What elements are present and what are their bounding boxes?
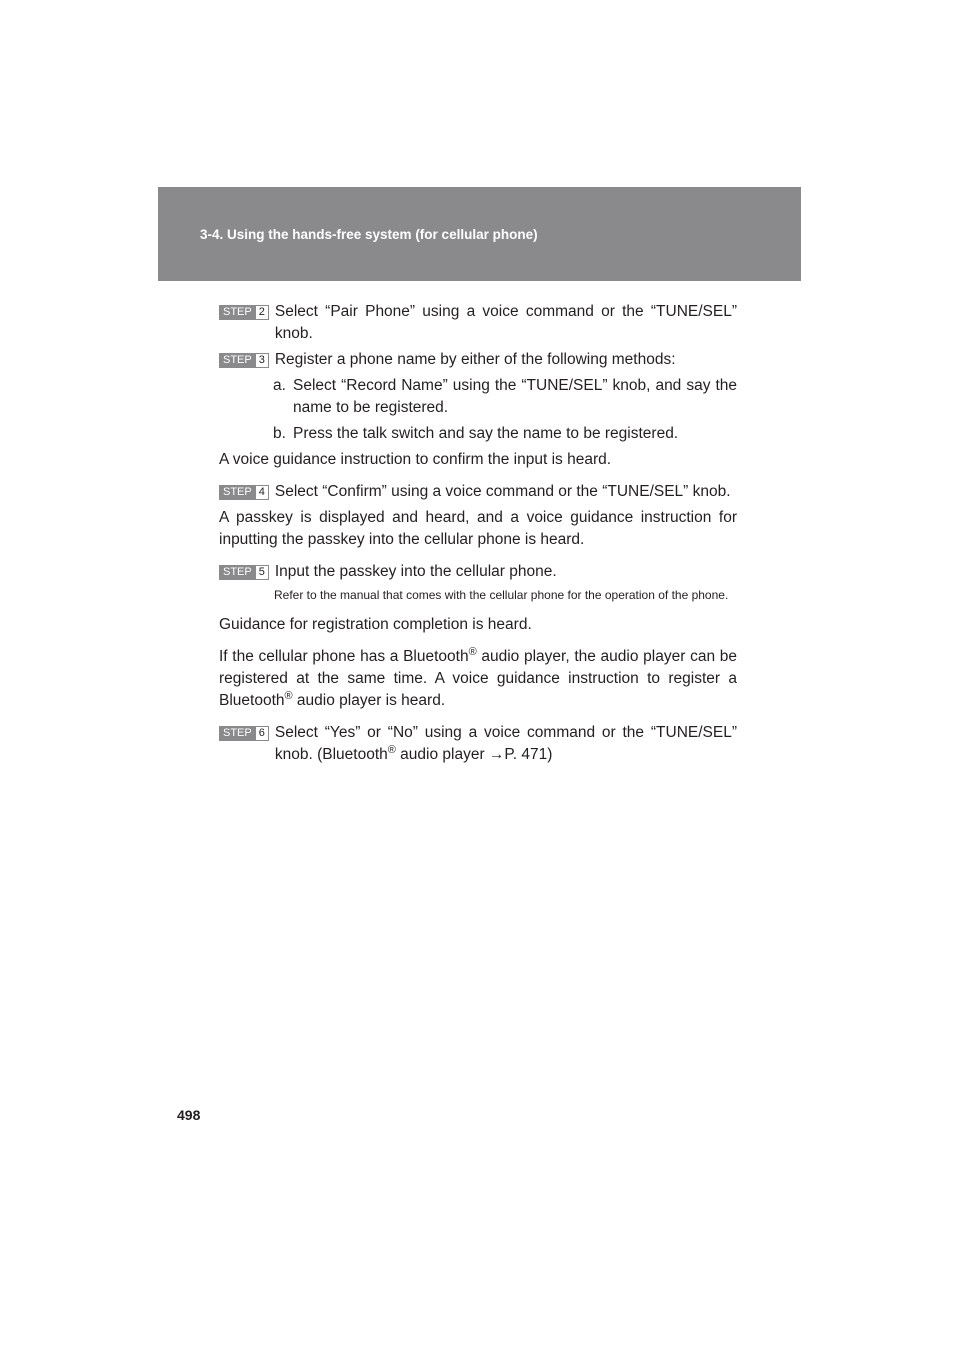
step-badge	[219, 353, 269, 368]
registered-mark: ®	[387, 743, 396, 756]
step-badge-label: STEP	[219, 353, 256, 368]
note-text: Refer to the manual that comes with the cellular phone for the operation of the phone.	[274, 588, 729, 602]
step-text	[275, 722, 737, 766]
step-badge	[219, 726, 269, 741]
step-badge-label: STEP	[219, 485, 256, 500]
method-letter: b.	[273, 425, 286, 442]
bluetooth-text-1: If the cellular phone has a Bluetooth	[219, 648, 469, 665]
step-2	[219, 301, 737, 345]
step-3	[219, 349, 737, 371]
bluetooth-paragraph	[219, 646, 737, 712]
method-text: Select “Record Name” using the “TUNE/SEL” knob, and say the name to be registered.	[293, 377, 737, 416]
step-text: Input the passkey into the cellular phone.	[274, 563, 557, 580]
method-letter: a.	[273, 377, 286, 394]
bluetooth-text-3: audio player is heard.	[292, 692, 446, 709]
step-badge-number: 2	[256, 305, 269, 320]
method-text: Press the talk switch and say the name to be registered.	[293, 425, 679, 442]
voice-guidance-paragraph: A voice guidance instruction to confirm the input is heard.	[219, 451, 612, 468]
section-title: 3-4. Using the hands-free system (for cellular phone)	[200, 227, 538, 242]
completion-paragraph: Guidance for registration completion is heard.	[219, 616, 532, 633]
step-6-text-2: audio player →P. 471)	[395, 746, 553, 763]
page-content	[219, 301, 737, 770]
step-badge-number: 4	[256, 485, 269, 500]
bluetooth-text-2: audio player, the audio player can be registered at the same time. A voice guidance instruction to register a Bluetooth	[219, 648, 737, 709]
step-badge	[219, 485, 269, 500]
registered-mark: ®	[284, 689, 293, 702]
step-badge-number: 6	[256, 726, 269, 741]
registered-mark: ®	[468, 645, 477, 658]
step-badge	[219, 565, 269, 580]
step-text: Register a phone name by either of the following methods:	[274, 351, 676, 368]
page-number: 498	[177, 1107, 201, 1123]
step-badge	[219, 305, 269, 320]
step-text: Select “Confirm” using a voice command or the “TUNE/SEL” knob.	[274, 483, 731, 500]
step-6-text-1: Select “Yes” or “No” using a voice command or the “TUNE/SEL” knob. (Bluetooth	[274, 724, 737, 763]
method-a	[273, 375, 737, 419]
step-5	[219, 561, 737, 583]
step-text: Select “Pair Phone” using a voice command or the “TUNE/SEL” knob.	[274, 303, 737, 342]
step-badge-number: 5	[256, 565, 269, 580]
section-header	[158, 187, 801, 281]
step-badge-label: STEP	[219, 305, 256, 320]
step-4	[219, 481, 737, 503]
method-b	[273, 423, 737, 445]
passkey-paragraph: A passkey is displayed and heard, and a voice guidance instruction for inputting the passkey into the cellular phone is heard.	[219, 509, 737, 548]
step-badge-label: STEP	[219, 565, 256, 580]
step-badge-number: 3	[256, 353, 269, 368]
step-6	[219, 722, 737, 766]
step-badge-label: STEP	[219, 726, 256, 741]
